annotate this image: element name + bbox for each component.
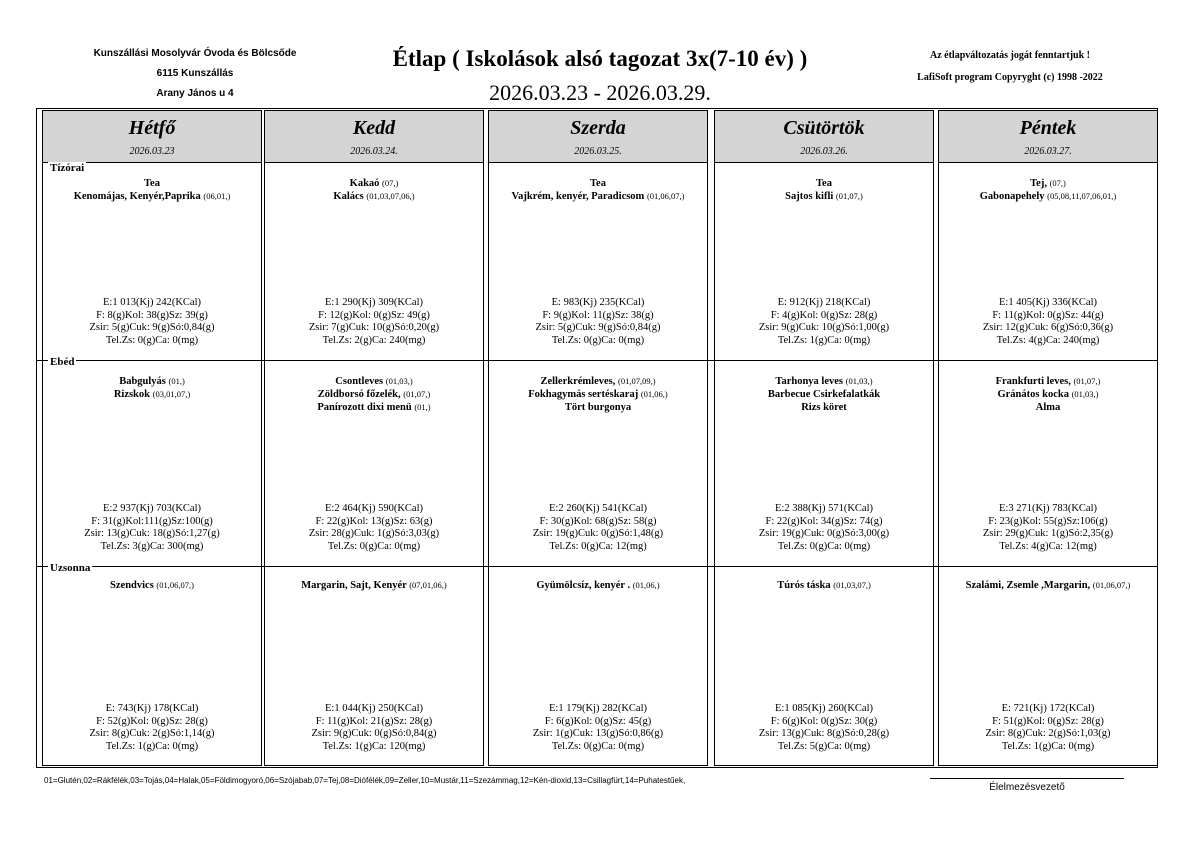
nutrition-line: E:1 044(Kj) 250(KCal) — [325, 703, 423, 714]
menu-ebed — [715, 375, 933, 414]
dish-line — [939, 388, 1157, 401]
nutrition-line: F: 6(g)Kol: 0(g)Sz: 45(g) — [544, 715, 652, 727]
nutrition-ebed — [939, 503, 1157, 553]
dish-line — [489, 579, 707, 592]
menu-ebed — [43, 375, 261, 401]
meal-label-ebed: Ebéd — [50, 356, 75, 368]
nutrition-line: Tel.Zs: 0(g)Ca: 0(mg) — [327, 540, 421, 552]
nutrition-ebed — [715, 503, 933, 553]
dish-line — [43, 375, 261, 388]
nutrition-line: E:2 260(Kj) 541(KCal) — [549, 503, 647, 514]
dish-name: Szendvics — [110, 580, 154, 591]
dish-name: Alma — [1035, 402, 1061, 413]
nutrition-line: Zsir: 29(g)Cuk: 1(g)Só:2,35(g) — [982, 528, 1114, 539]
org-name: Kunszállási Mosolyvár Óvoda és Bölcsőde — [93, 48, 297, 59]
dish-line — [489, 401, 707, 414]
allergen-codes: (01,03,) — [385, 376, 413, 386]
dish-line — [265, 401, 483, 414]
allergen-codes: (01,07,) — [1073, 376, 1101, 386]
nutrition-line: Zsir: 9(g)Cuk: 10(g)Só:1,00(g) — [758, 322, 890, 333]
nutrition-line: Zsir: 7(g)Cuk: 10(g)Só:0,20(g) — [308, 322, 440, 333]
dish-name: Frankfurti leves, — [995, 376, 1071, 387]
dish-line — [939, 177, 1157, 190]
dish-name: Rizs köret — [801, 402, 847, 413]
nutrition-line: F: 4(g)Kol: 0(g)Sz: 28(g) — [770, 309, 878, 321]
nutrition-line: Zsir: 13(g)Cuk: 8(g)Só:0,28(g) — [758, 728, 890, 739]
dish-line — [715, 177, 933, 190]
row-divider-uzsonna — [36, 566, 1158, 567]
dish-name: Túrós táska — [777, 580, 831, 591]
dish-line — [265, 375, 483, 388]
signature-label: Élelmezésvezető — [989, 782, 1065, 793]
nutrition-line: Zsir: 13(g)Cuk: 18(g)Só:1,27(g) — [84, 528, 220, 539]
allergen-codes: (07,) — [1049, 178, 1066, 188]
meal-label-uzsonna: Uzsonna — [50, 562, 91, 574]
allergen-codes: (01,07,) — [835, 191, 863, 201]
nutrition-tizorai — [489, 297, 707, 347]
menu-tizorai — [43, 177, 261, 203]
menu-uzsonna — [489, 579, 707, 592]
day-header — [43, 111, 261, 163]
dish-line — [489, 190, 707, 203]
menu-tizorai — [489, 177, 707, 203]
day-name: Péntek — [1019, 117, 1077, 139]
nutrition-line: Tel.Zs: 3(g)Ca: 300(mg) — [100, 540, 204, 552]
nutrition-line: Tel.Zs: 0(g)Ca: 0(mg) — [551, 334, 645, 346]
nutrition-line: Tel.Zs: 0(g)Ca: 12(mg) — [549, 540, 647, 552]
menu-ebed — [265, 375, 483, 414]
nutrition-line: E:1 290(Kj) 309(KCal) — [325, 297, 423, 308]
row-divider-ebed — [36, 360, 1158, 361]
nutrition-line: Tel.Zs: 5(g)Ca: 0(mg) — [777, 740, 871, 752]
dish-line — [939, 190, 1157, 203]
nutrition-ebed — [489, 503, 707, 553]
meal-label-tizorai: Tízórai — [50, 162, 85, 174]
nutrition-line: Tel.Zs: 2(g)Ca: 240(mg) — [322, 334, 426, 346]
dish-name: Sajtos kifli — [785, 191, 834, 202]
nutrition-line: F: 12(g)Kol: 0(g)Sz: 49(g) — [318, 309, 430, 321]
nutrition-line: Zsir: 8(g)Cuk: 2(g)Só:1,14(g) — [89, 728, 215, 739]
day-date: 2026.03.26. — [800, 146, 848, 157]
allergen-codes: (01,) — [414, 402, 431, 412]
dish-name: Barbecue Csirkefalatkák — [767, 389, 881, 400]
nutrition-line: Tel.Zs: 1(g)Ca: 0(mg) — [105, 740, 199, 752]
dish-name: Gránátos kocka — [997, 389, 1069, 400]
dish-line — [715, 579, 933, 592]
dish-name: Margarin, Sajt, Kenyér — [301, 580, 407, 591]
dish-line — [715, 375, 933, 388]
nutrition-line: Zsir: 1(g)Cuk: 13(g)Só:0,86(g) — [532, 728, 664, 739]
nutrition-line: F: 11(g)Kol: 21(g)Sz: 28(g) — [315, 715, 433, 727]
day-column — [938, 110, 1158, 766]
dish-line — [939, 375, 1157, 388]
nutrition-line: F: 52(g)Kol: 0(g)Sz: 28(g) — [96, 715, 208, 727]
nutrition-line: Zsir: 19(g)Cuk: 0(g)Só:3,00(g) — [758, 528, 890, 539]
nutrition-line: F: 23(g)Kol: 55(g)Sz:106(g) — [988, 515, 1108, 527]
allergen-codes: (07,01,06,) — [409, 580, 447, 590]
dish-line — [43, 190, 261, 203]
nutrition-line: E:2 464(Kj) 590(KCal) — [325, 503, 423, 514]
nutrition-line: E:1 405(Kj) 336(KCal) — [999, 297, 1097, 308]
day-date: 2026.03.25. — [574, 146, 622, 157]
dish-name: Szalámi, Zsemle ,Margarin, — [965, 580, 1091, 591]
nutrition-uzsonna — [715, 703, 933, 753]
dish-line — [43, 177, 261, 190]
dish-line — [715, 401, 933, 414]
allergen-codes: (06,01,) — [203, 191, 231, 201]
allergen-codes: (01,06,) — [632, 580, 660, 590]
nutrition-line: E:2 388(Kj) 571(KCal) — [775, 503, 873, 514]
menu-ebed — [939, 375, 1157, 414]
nutrition-line: Zsir: 5(g)Cuk: 9(g)Só:0,84(g) — [89, 322, 215, 333]
nutrition-line: E: 743(Kj) 178(KCal) — [105, 703, 199, 714]
dish-name: Vajkrém, kenyér, Paradicsom — [511, 191, 645, 202]
nutrition-line: Tel.Zs: 4(g)Ca: 240(mg) — [996, 334, 1100, 346]
allergen-codes: (01,) — [168, 376, 185, 386]
nutrition-ebed — [43, 503, 261, 553]
allergen-codes: (01,06,07,) — [1092, 580, 1131, 590]
allergen-codes: (01,03,07,) — [833, 580, 871, 590]
nutrition-line: F: 8(g)Kol: 38(g)Sz: 39(g) — [96, 309, 208, 321]
day-header — [265, 111, 483, 163]
dish-name: Babgulyás — [119, 376, 166, 387]
dish-line — [43, 579, 261, 592]
dish-name: Zöldborsó főzelék, — [317, 389, 401, 400]
day-name: Csütörtök — [783, 117, 865, 139]
day-name: Kedd — [352, 117, 396, 139]
menu-uzsonna — [939, 579, 1157, 592]
dish-name: Tört burgonya — [564, 402, 632, 413]
nutrition-line: Zsir: 19(g)Cuk: 0(g)Só:1,48(g) — [532, 528, 664, 539]
day-name: Hétfő — [128, 117, 176, 139]
dish-line — [265, 190, 483, 203]
dish-name: Zellerkrémleves, — [540, 376, 616, 387]
dish-name: Fokhagymás sertéskaraj — [528, 389, 639, 400]
nutrition-line: F: 6(g)Kol: 0(g)Sz: 30(g) — [770, 715, 878, 727]
nutrition-line: F: 22(g)Kol: 13(g)Sz: 63(g) — [315, 515, 433, 527]
dish-line — [265, 388, 483, 401]
date-range: 2026.03.23 - 2026.03.29. — [489, 80, 711, 105]
signature-line — [930, 778, 1124, 779]
nutrition-line: Zsir: 8(g)Cuk: 2(g)Só:1,03(g) — [985, 728, 1111, 739]
nutrition-line: E: 721(Kj) 172(KCal) — [1001, 703, 1095, 714]
dish-line — [489, 177, 707, 190]
dish-name: Kenomájas, Kenyér,Paprika — [73, 191, 201, 202]
allergen-codes: (01,07,09,) — [618, 376, 656, 386]
nutrition-line: Tel.Zs: 4(g)Ca: 12(mg) — [999, 540, 1097, 552]
nutrition-line: E: 912(Kj) 218(KCal) — [777, 297, 871, 308]
nutrition-line: E: 983(Kj) 235(KCal) — [551, 297, 645, 308]
allergen-codes: (01,06,) — [640, 389, 668, 399]
menu-uzsonna — [265, 579, 483, 592]
day-column — [42, 110, 262, 766]
nutrition-line: E:3 271(Kj) 783(KCal) — [999, 503, 1097, 514]
dish-name: Rizskok — [113, 389, 150, 400]
nutrition-uzsonna — [489, 703, 707, 753]
nutrition-line: E:1 179(Kj) 282(KCal) — [549, 703, 647, 714]
dish-name: Tea — [816, 178, 832, 189]
nutrition-tizorai — [939, 297, 1157, 347]
copyright: LafiSoft program Copyryght (c) 1998 -2022 — [917, 72, 1103, 83]
allergen-codes: (01,07,) — [403, 389, 431, 399]
allergen-codes: (03,01,07,) — [152, 389, 191, 399]
dish-name: Tej, — [1030, 178, 1047, 189]
nutrition-tizorai — [715, 297, 933, 347]
day-date: 2026.03.24. — [350, 146, 398, 157]
nutrition-line: F: 51(g)Kol: 0(g)Sz: 28(g) — [992, 715, 1104, 727]
nutrition-line: Zsir: 28(g)Cuk: 1(g)Só:3,03(g) — [308, 528, 440, 539]
dish-name: Gabonapehely — [979, 191, 1045, 202]
dish-name: Gyümölcsíz, kenyér . — [536, 580, 631, 591]
org-zip-city: 6115 Kunszállás — [156, 68, 234, 79]
dish-line — [939, 401, 1157, 414]
organization-block — [60, 44, 330, 104]
dish-line — [715, 388, 933, 401]
dish-name: Kalács — [333, 191, 364, 202]
nutrition-line: F: 9(g)Kol: 11(g)Sz: 38(g) — [542, 309, 654, 321]
org-street: Arany János u 4 — [156, 88, 234, 99]
nutrition-line: F: 22(g)Kol: 34(g)Sz: 74(g) — [765, 515, 883, 527]
nutrition-line: F: 11(g)Kol: 0(g)Sz: 44(g) — [992, 309, 1104, 321]
dish-name: Panírozott dixi menü — [317, 402, 412, 413]
nutrition-line: Tel.Zs: 0(g)Ca: 0(mg) — [777, 540, 871, 552]
nutrition-uzsonna — [43, 703, 261, 753]
dish-name: Csontleves — [335, 376, 384, 387]
nutrition-line: E:1 085(Kj) 260(KCal) — [775, 703, 873, 714]
nutrition-line: Zsir: 12(g)Cuk: 6(g)Só:0,36(g) — [982, 322, 1114, 333]
nutrition-line: Tel.Zs: 1(g)Ca: 120(mg) — [322, 740, 426, 752]
menu-tizorai — [715, 177, 933, 203]
day-column — [488, 110, 708, 766]
allergen-codes: (01,06,07,) — [646, 191, 685, 201]
change-notice: Az étlapváltozatás jogát fenntartjuk ! — [930, 50, 1090, 61]
nutrition-line: Zsir: 9(g)Cuk: 0(g)Só:0,84(g) — [311, 728, 437, 739]
dish-line — [489, 375, 707, 388]
nutrition-line: Zsir: 5(g)Cuk: 9(g)Só:0,84(g) — [535, 322, 661, 333]
nutrition-uzsonna — [265, 703, 483, 753]
dish-line — [939, 579, 1157, 592]
menu-uzsonna — [715, 579, 933, 592]
menu-tizorai — [939, 177, 1157, 203]
nutrition-line: E:1 013(Kj) 242(KCal) — [103, 297, 201, 308]
nutrition-uzsonna — [939, 703, 1157, 753]
dish-name: Tea — [144, 178, 160, 189]
nutrition-line: Tel.Zs: 1(g)Ca: 0(mg) — [1001, 740, 1095, 752]
nutrition-tizorai — [43, 297, 261, 347]
day-date: 2026.03.23 — [129, 146, 175, 157]
menu-tizorai — [265, 177, 483, 203]
allergen-codes: (01,06,07,) — [156, 580, 194, 590]
dish-line — [43, 388, 261, 401]
dish-name: Tea — [590, 178, 606, 189]
dish-line — [265, 579, 483, 592]
allergen-codes: (07,) — [382, 178, 399, 188]
allergen-codes: (05,08,11,07,06,01,) — [1047, 191, 1117, 201]
day-header — [715, 111, 933, 163]
menu-ebed — [489, 375, 707, 414]
nutrition-line: Tel.Zs: 0(g)Ca: 0(mg) — [551, 740, 645, 752]
allergen-codes: (01,03,) — [845, 376, 873, 386]
day-date: 2026.03.27. — [1024, 146, 1072, 157]
allergen-codes: (01,03,07,06,) — [366, 191, 415, 201]
dish-name: Tarhonya leves — [775, 376, 844, 387]
page-title: Étlap ( Iskolások alsó tagozat 3x(7-10 év) ) — [392, 46, 808, 71]
nutrition-line: Tel.Zs: 0(g)Ca: 0(mg) — [105, 334, 199, 346]
nutrition-tizorai — [265, 297, 483, 347]
day-header — [489, 111, 707, 163]
dish-line — [715, 190, 933, 203]
allergen-legend: 01=Glutén,02=Rákfélék,03=Tojás,04=Halak,05=Földimogyoró,06=Szójabab,07=Tej,08=Diófélék,09=Zeller,10=Mustár,11=Szezámmag,12=Kén-dioxid,13=Csillagfürt,14=Puhatestűek, — [44, 776, 686, 785]
day-header — [939, 111, 1157, 163]
nutrition-ebed — [265, 503, 483, 553]
nutrition-line: F: 30(g)Kol: 68(g)Sz: 58(g) — [539, 515, 657, 527]
nutrition-line: F: 31(g)Kol:111(g)Sz:100(g) — [91, 515, 213, 527]
day-column — [264, 110, 484, 766]
nutrition-line: Tel.Zs: 1(g)Ca: 0(mg) — [777, 334, 871, 346]
allergen-codes: (01,03,) — [1071, 389, 1099, 399]
dish-name: Kakaó — [349, 178, 380, 189]
menu-uzsonna — [43, 579, 261, 592]
dish-line — [265, 177, 483, 190]
day-name: Szerda — [570, 117, 626, 139]
day-column — [714, 110, 934, 766]
nutrition-line: E:2 937(Kj) 703(KCal) — [103, 503, 201, 514]
dish-line — [489, 388, 707, 401]
